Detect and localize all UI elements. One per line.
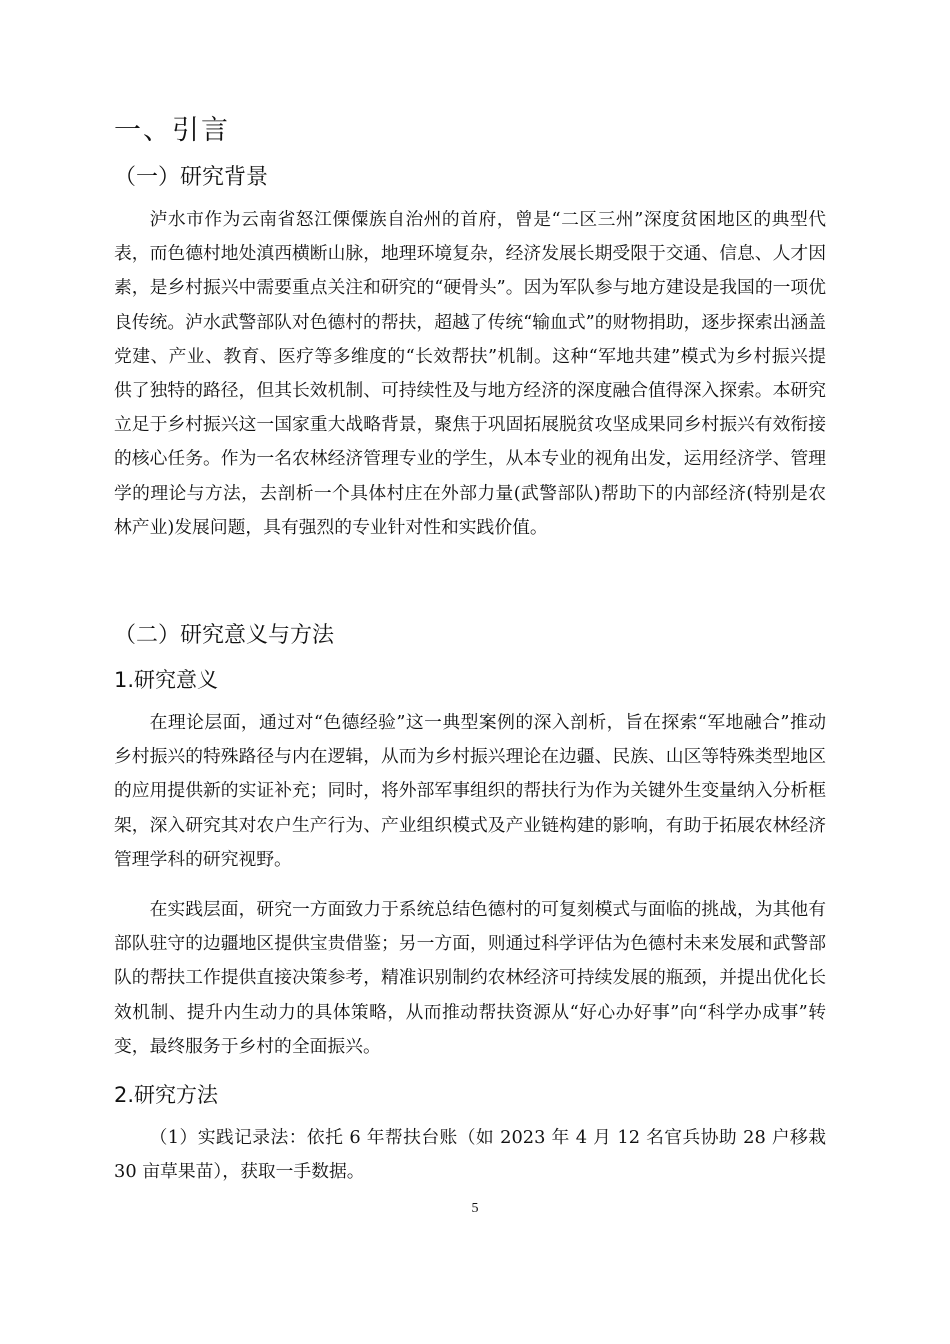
paragraph-practice-significance: 在实践层面，研究一方面致力于系统总结色德村的可复刻模式与面临的挑战，为其他有部队驻守的边疆地区提供宝贵借鉴；另一方面，则通过科学评估为色德村未来发展和武警部队的帮扶工作提供直接决策参考，精准识别制约农林经济可持续发展的瓶颈，并提出优化长效机制、提升内生动力的具体策略，从而推动帮扶资源从“好心办好事”向“科学办成事”转变，最终服务于乡村的全面振兴。 (114, 899, 826, 1057)
section-heading-introduction: 一、引言 (114, 115, 230, 146)
paragraph-method-record: （1）实践记录法：依托 6 年帮扶台账（如 2023 年 4 月 12 名官兵协助 28 户移栽 30 亩草果苗），获取一手数据。 (114, 1127, 826, 1183)
heading-research-methods: 2.研究方法 (114, 1083, 219, 1107)
subsection-heading-background: （一）研究背景 (114, 165, 269, 190)
subsection-heading-significance-methods: （二）研究意义与方法 (114, 623, 335, 648)
paragraph-background: 泸水市作为云南省怒江傈僳族自治州的首府，曾是“二区三州”深度贫困地区的典型代表，而色德村地处滇西横断山脉，地理环境复杂，经济发展长期受限于交通、信息、人才因素，是乡村振兴中需要重点关注和研究的“硬骨头”。因为军队参与地方建设是我国的一项优良传统。泸水武警部队对色德村的帮扶，超越了传统“输血式”的财物捐助，逐步探索出涵盖党建、产业、教育、医疗等多维度的“长效帮扶”机制。这种“军地共建”模式为乡村振兴提供了独特的路径，但其长效机制、可持续性及与地方经济的深度融合值得深入探索。本研究立足于乡村振兴这一国家重大战略背景，聚焦于巩固拓展脱贫攻坚成果同乡村振兴有效衔接的核心任务。作为一名农林经济管理专业的学生，从本专业的视角出发，运用经济学、管理学的理论与方法，去剖析一个具体村庄在外部力量(武警部队)帮助下的内部经济(特别是农林产业)发展问题，具有强烈的专业针对性和实践价值。 (114, 209, 826, 538)
page-number: 5 (471, 1201, 479, 1216)
heading-research-significance: 1.研究意义 (114, 668, 219, 692)
paragraph-theory-significance: 在理论层面，通过对“色德经验”这一典型案例的深入剖析，旨在探索“军地融合”推动乡村振兴的特殊路径与内在逻辑，从而为乡村振兴理论在边疆、民族、山区等特殊类型地区的应用提供新的实证补充；同时，将外部军事组织的帮扶行为作为关键外生变量纳入分析框架，深入研究其对农户生产行为、产业组织模式及产业链构建的影响，有助于拓展农林经济管理学科的研究视野。 (114, 712, 826, 870)
